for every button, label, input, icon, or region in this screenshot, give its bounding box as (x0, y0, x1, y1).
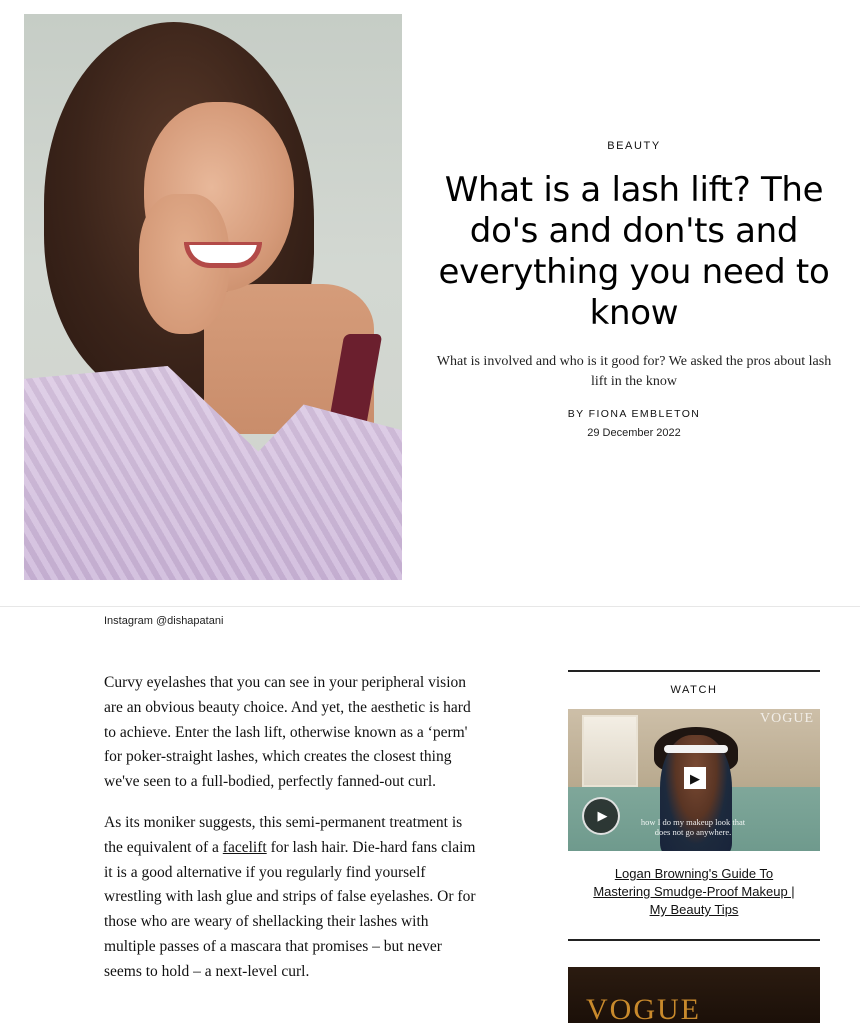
video-headband (664, 745, 728, 753)
promo-banner[interactable] (568, 967, 820, 1023)
image-caption: Instagram @dishapatani (104, 615, 224, 627)
publish-date: 29 December 2022 (587, 427, 681, 439)
video-brand-watermark: VOGUE (760, 711, 814, 726)
watch-label: WATCH (670, 684, 718, 696)
sidebar (568, 670, 820, 1023)
article-paragraph-1: Curvy eyelashes that you can see in your peripheral vision are an obvious beauty choice. And yet, the aesthetic is hard to achieve. Enter the lash lift, otherwise known as a ‘perm' for poker-straight lashes, which creates the closest thing we've seen to a full-bodied, perfectly fanned-out curl. (104, 674, 471, 791)
video-title-link[interactable]: Logan Browning's Guide To Mastering Smudge-Proof Makeup | My Beauty Tips (593, 866, 795, 917)
category-link[interactable]: BEAUTY (607, 140, 661, 152)
article-paragraph-2 (104, 811, 480, 985)
facelift-link[interactable]: facelift (222, 838, 267, 856)
play-circle-icon[interactable]: ▶ (582, 797, 620, 835)
divider (0, 606, 860, 607)
article-paragraph-2-text-a: As its moniker suggests, this semi-permanent treatment is the equivalent of a (104, 813, 463, 856)
play-icon[interactable]: ▶ (684, 767, 706, 789)
video-window (582, 715, 638, 787)
byline-author[interactable]: BY FIONA EMBLETON (567, 408, 701, 420)
promo-logo: VOGUE (586, 993, 701, 1023)
hero-text (430, 140, 838, 439)
page-title: What is a lash lift? The do's and don'ts and everything you need to know (438, 170, 830, 333)
standfirst: What is involved and who is it good for? We asked the pros about lash lift in the know (436, 354, 832, 389)
article-paragraph-2-text-b: for lash hair. Die-hard fans claim it is a good alternative if you regularly find yourself wrestling with lash glue and strips of false eyelashes. Or for those who are weary of shellacking their lashes with multiple passes of a mascara that promises – but never seems to hold – a next-level curl. (104, 838, 476, 980)
sidebar-bottom-rule (568, 939, 820, 941)
sidebar-top-rule (568, 670, 820, 672)
hero-image (24, 14, 402, 580)
article-body (104, 671, 480, 1001)
video-thumbnail[interactable] (568, 709, 820, 851)
video-subtitle: how I do my makeup look that does not go anywhere. (640, 817, 746, 837)
